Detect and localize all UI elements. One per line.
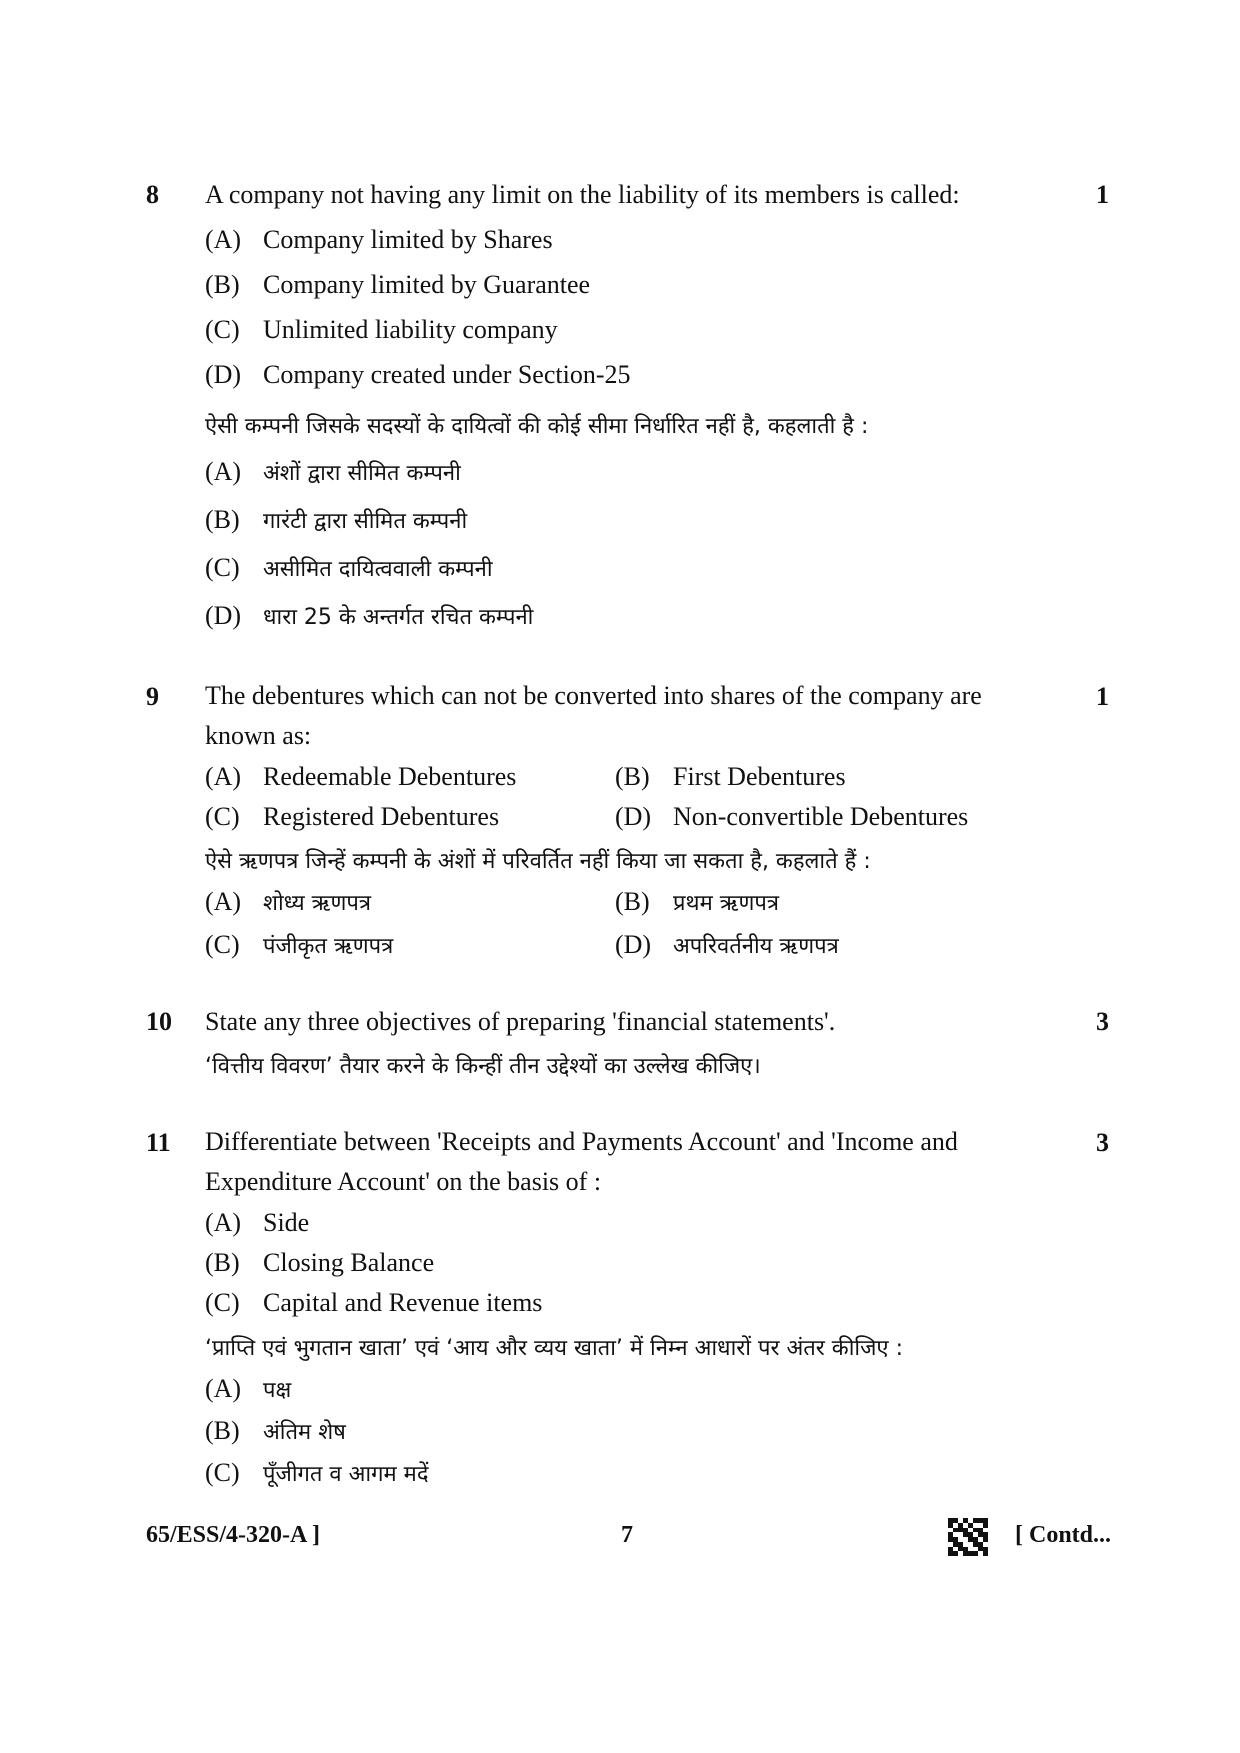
question-number: 10 xyxy=(146,1007,172,1036)
question-text-hi: ‘प्राप्ति एवं भुगतान खाता’ एवं ‘आय और व्यय खाता’ में निम्न आधारों पर अंतर कीजिए : xyxy=(205,1336,903,1361)
option-hi-b: (B) गारंटी द्वारा सीमित कम्पनी xyxy=(205,505,468,534)
option-hi-c: (C) पूँजीगत व आगम मदें xyxy=(205,1458,429,1487)
option-en-b: (B) Company limited by Guarantee xyxy=(205,270,591,299)
option-hi-a: (A) शोध्य ऋणपत्र xyxy=(205,887,371,916)
option-en-a: (A) Company limited by Shares xyxy=(205,225,553,254)
option-en-d: (D) Company created under Section-25 xyxy=(205,360,631,389)
question-marks: 3 xyxy=(1096,1128,1109,1157)
option-en-c: (C) Unlimited liability company xyxy=(205,315,558,344)
option-en-c: (C) Registered Debentures xyxy=(205,802,500,831)
option-en-d: (D) Non-convertible Debentures xyxy=(615,802,969,831)
option-en-a: (A) Side xyxy=(205,1208,310,1237)
question-number: 11 xyxy=(146,1128,171,1157)
question-number: 8 xyxy=(146,180,159,209)
question-marks: 3 xyxy=(1096,1007,1109,1036)
option-hi-c: (C) पंजीकृत ऋणपत्र xyxy=(205,930,394,959)
option-en-b: (B) Closing Balance xyxy=(205,1248,435,1277)
option-hi-b: (B) अंतिम शेष xyxy=(205,1416,346,1445)
page-number: 7 xyxy=(621,1522,633,1548)
option-en-b: (B) First Debentures xyxy=(615,762,846,791)
option-en-c: (C) Capital and Revenue items xyxy=(205,1288,543,1317)
option-hi-d: (D) धारा 25 के अन्तर्गत रचित कम्पनी xyxy=(205,601,534,630)
question-number: 9 xyxy=(146,682,159,711)
question-marks: 1 xyxy=(1096,180,1109,209)
question-text-hi: ऐसे ऋणपत्र जिन्हें कम्पनी के अंशों में परिवर्तित नहीं किया जा सकता है, कहलाते हैं : xyxy=(205,849,871,874)
question-text-en: The debentures which can not be converted into shares of the company are known as: xyxy=(205,681,982,750)
barcode-icon xyxy=(948,1518,988,1556)
question-text-en: A company not having any limit on the liability of its members is called: xyxy=(205,180,960,209)
question-text-en: Differentiate between 'Receipts and Payments Account' and 'Income and Expenditure Account' on the basis of : xyxy=(205,1127,958,1196)
option-hi-c: (C) असीमित दायित्ववाली कम्पनी xyxy=(205,553,493,582)
question-text-hi: ‘वित्तीय विवरण’ तैयार करने के किन्हीं तीन उद्देश्यों का उल्लेख कीजिए। xyxy=(205,1054,761,1079)
option-hi-b: (B) प्रथम ऋणपत्र xyxy=(615,887,780,916)
paper-code: 65/ESS/4-320-A ] xyxy=(146,1522,321,1548)
question-text-en: State any three objectives of preparing 'financial statements'. xyxy=(205,1007,836,1036)
continued-label: [ Contd... xyxy=(1015,1522,1112,1548)
option-en-a: (A) Redeemable Debentures xyxy=(205,762,517,791)
question-text-hi: ऐसी कम्पनी जिसके सदस्यों के दायित्वों की कोई सीमा निर्धारित नहीं है, कहलाती है : xyxy=(205,414,869,439)
option-hi-a: (A) पक्ष xyxy=(205,1374,292,1403)
option-hi-a: (A) अंशों द्वारा सीमित कम्पनी xyxy=(205,457,461,486)
option-hi-d: (D) अपरिवर्तनीय ऋणपत्र xyxy=(615,930,839,959)
question-marks: 1 xyxy=(1096,682,1109,711)
